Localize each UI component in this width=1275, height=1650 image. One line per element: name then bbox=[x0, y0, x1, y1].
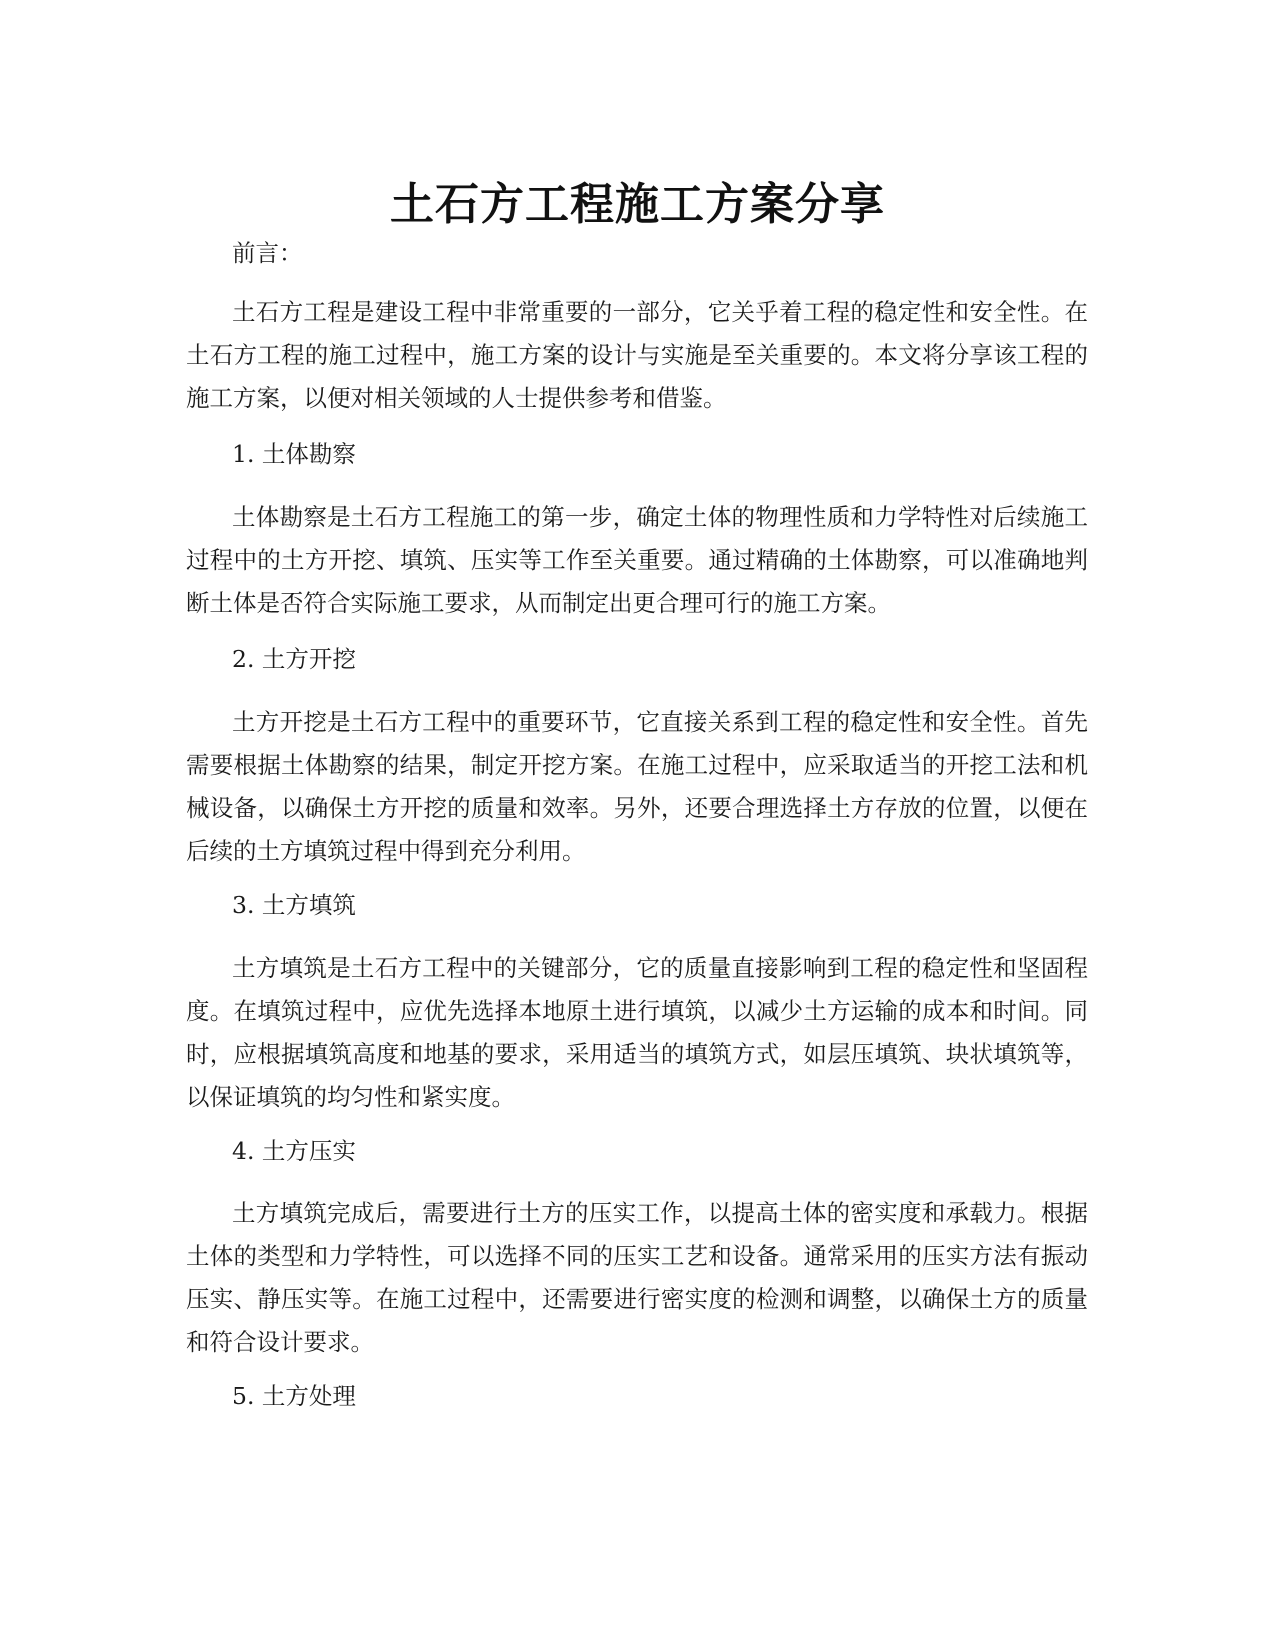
document-title: 土石方工程施工方案分享 bbox=[390, 179, 885, 231]
section-paragraph-4: 土方填筑完成后，需要进行土方的压实工作，以提高土体的密实度和承载力。根据土体的类型和力学特性，可以选择不同的压实工艺和设备。通常采用的压实方法有振动压实、静压实等。在施工过程中，还需要进行密实度的检测和调整，以确保土方的质量和符合设计要求。 bbox=[186, 1199, 1088, 1356]
section-paragraph-2: 土方开挖是土石方工程中的重要环节，它直接关系到工程的稳定性和安全性。首先需要根据土体勘察的结果，制定开挖方案。在施工过程中，应采取适当的开挖工法和机械设备，以确保土方开挖的质量和效率。另外，还要合理选择土方存放的位置，以便在后续的土方填筑过程中得到充分利用。 bbox=[186, 708, 1088, 865]
section-heading-4: 4. 土方压实 bbox=[232, 1137, 356, 1165]
section-heading-5: 5. 土方处理 bbox=[232, 1382, 356, 1410]
intro-paragraph: 土石方工程是建设工程中非常重要的一部分，它关乎着工程的稳定性和安全性。在土石方工程的施工过程中，施工方案的设计与实施是至关重要的。本文将分享该工程的施工方案，以便对相关领域的人士提供参考和借鉴。 bbox=[186, 298, 1088, 412]
section-paragraph-1: 土体勘察是土石方工程施工的第一步，确定土体的物理性质和力学特性对后续施工过程中的土方开挖、填筑、压实等工作至关重要。通过精确的土体勘察，可以准确地判断土体是否符合实际施工要求，从而制定出更合理可行的施工方案。 bbox=[186, 503, 1088, 617]
preface-label: 前言： bbox=[232, 239, 303, 267]
section-heading-3: 3. 土方填筑 bbox=[232, 891, 356, 919]
section-paragraph-3: 土方填筑是土石方工程中的关键部分，它的质量直接影响到工程的稳定性和坚固程度。在填筑过程中，应优先选择本地原土进行填筑，以减少土方运输的成本和时间。同时，应根据填筑高度和地基的要求，采用适当的填筑方式，如层压填筑、块状填筑等，以保证填筑的均匀性和紧实度。 bbox=[186, 954, 1088, 1111]
section-heading-2: 2. 土方开挖 bbox=[232, 645, 356, 673]
section-heading-1: 1. 土体勘察 bbox=[232, 440, 356, 468]
